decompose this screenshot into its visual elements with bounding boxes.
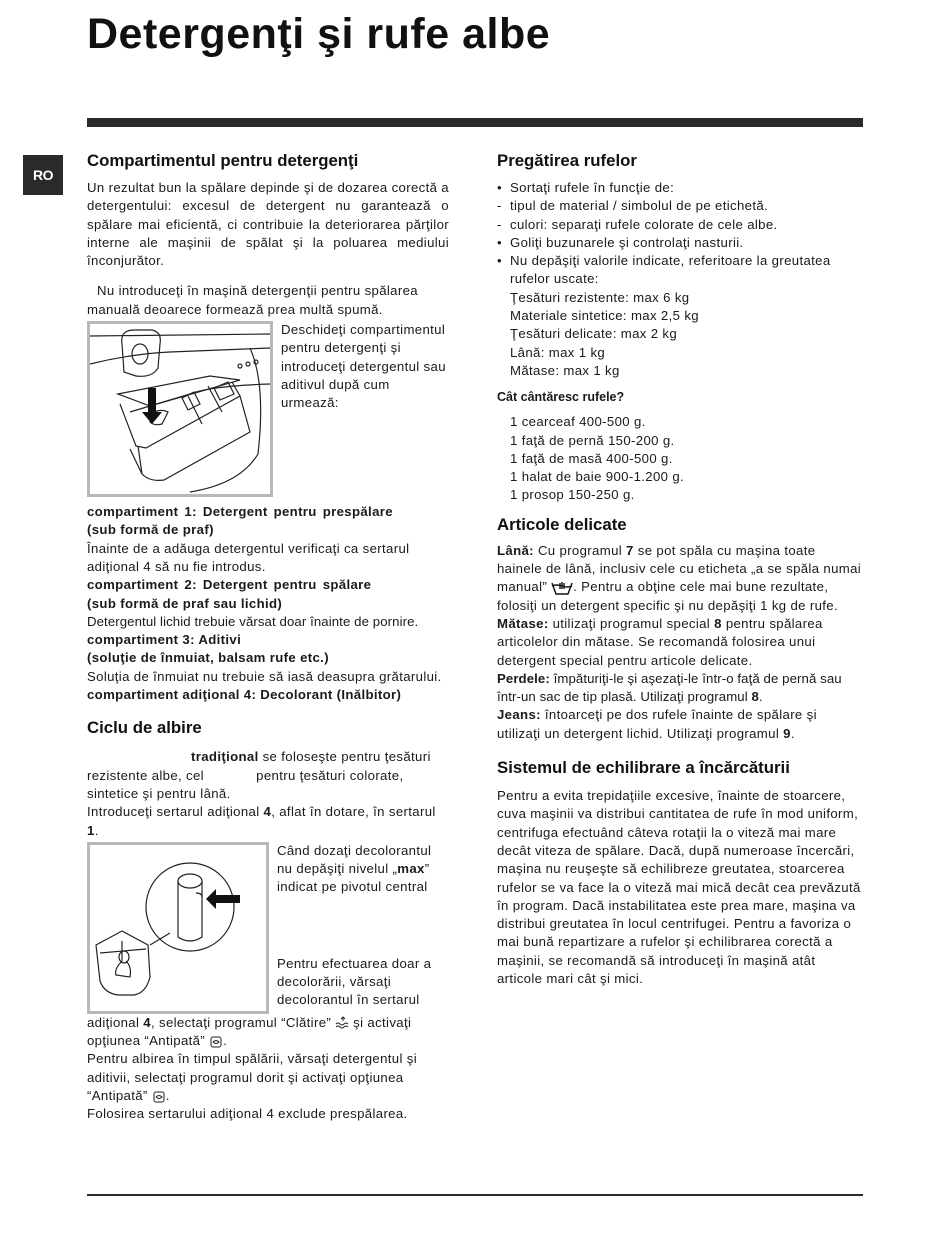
item-weight: 1 faţă de pernă 150-200 g. (510, 432, 675, 448)
prep-item-text: Sortaţi rufele în funcţie de: (510, 180, 675, 195)
wool-text-a: Cu programul (537, 542, 623, 558)
max-weight-item: Lână: max 1 kg (510, 344, 606, 360)
compartment-warning: Nu introduceţi în maşină detergenţii pentru spălarea manuală deoarece formează prea multă spumă. (87, 283, 418, 317)
compartment-3-text: Soluţia de înmuiat nu trebuie să iasă deasupra grătarului. (87, 668, 442, 684)
hand-wash-icon (551, 581, 573, 595)
balance-text: Pentru a evita trepidaţiile excesive, înainte de stoarcere, cuva maşinii va distribui cantitatea de rufe în mod uniform, centrifuga efectuând câteva rotaţii la o viteză mai mare decât viteza de spălare. Dacă, după numeroase încercări, maşina nu reuşeşte să echilibreze greutatea, stoarcerea rufelor se va face la o viteză mai mică decât cea prevăzută în program. Dacă instabilitatea este prea mare, maşina va distribui greutatea în locul centrifugei. Pentru a favoriza o mai bună repartizare a rufelor şi echilibrarea corectă a maşinii, se recomandă să introduceţi în maşină atât articole mari cât şi mici. (497, 788, 861, 986)
max-weight-item: Ţesături delicate: max 2 kg (510, 326, 678, 342)
curtains-program-number: 8 (751, 689, 759, 705)
left-column (87, 150, 449, 1124)
silk-label: Mătase: (497, 615, 549, 631)
bleach-cycle-section (87, 717, 449, 1123)
detergent-drawer-icon (90, 324, 270, 494)
compartment-heading: Compartimentul pentru detergenţi (87, 151, 359, 170)
right-column (497, 150, 863, 988)
anti-crease-icon-2 (152, 1090, 166, 1104)
compartment-2-sub: (sub formă de praf sau lichid) (87, 595, 283, 611)
prep-item-text: culori: separaţi rufele colorate de cele albe. (510, 216, 778, 232)
bleach-heading: Ciclu de albire (87, 718, 202, 738)
compartment-1-text: Înainte de a adăuga detergentul verificaţi ca sertarul adiţional 4 să nu fie introdus. (87, 540, 410, 574)
bleach-p2-text-b: , aflat în dotare, în sertarul (271, 804, 436, 820)
jeans-text-b: . (790, 725, 795, 741)
curtains-paragraph (497, 670, 863, 707)
bleach-p3-text-a: adiţional (87, 1014, 140, 1030)
header-divider (87, 118, 863, 127)
prep-item-text: Goliţi buzunarele şi controlaţi nasturii. (510, 234, 744, 250)
prep-item-text: Nu depăşiţi valorile indicate, referitoare la greutatea rufelor uscate: (510, 253, 831, 287)
compartment-list (87, 503, 449, 704)
bleach-paragraph-3 (87, 1014, 449, 1051)
bleach-p3-text-d: . (223, 1033, 228, 1049)
item-weight-list (497, 413, 863, 504)
max-weight-list (497, 289, 863, 380)
compartment-3-title: compartiment 3: Aditivi (87, 632, 242, 648)
prep-item-text: tipul de material / simbolul de pe etichetă. (510, 198, 769, 214)
bleach-paragraph-4 (87, 1050, 449, 1105)
wool-program-number: 7 (626, 542, 634, 558)
jeans-program-number: 9 (783, 725, 791, 741)
compartment-1-title: compartiment 1: Detergent pentru prespălare (87, 504, 393, 520)
rinse-icon (335, 1016, 349, 1030)
silk-program-number: 8 (714, 615, 722, 631)
page-title: Detergenţi şi rufe albe (87, 10, 551, 58)
prep-bullet: • (497, 234, 502, 250)
bleach-max-label: max (397, 861, 425, 877)
footer-divider (87, 1194, 863, 1196)
drawer-instruction: Deschideţi compartimentul pentru detergenţi şi introduceţi detergentul sau aditivul după cum urmează: (281, 322, 446, 411)
bleach-max-text-b: ” indicat pe pivotul central (277, 861, 430, 895)
compartment-2-title: compartiment 2: Detergent pentru spălare (87, 577, 372, 593)
load-balance-section (497, 757, 863, 988)
bleach-p3-text-c: şi activaţi opţiunea “Antipată” (87, 1014, 412, 1049)
compartment-3-sub: (soluţie de înmuiat, balsam rufe etc.) (87, 650, 329, 666)
compartment-intro: Un rezultat bun la spălare depinde şi de dozarea corectă a detergentului: excesul de detergent nu garantează o spălare mai eficientă, ci contribuie la deteriorarea părţilor interne ale maşinii de spălat şi la poluarea mediului înconjurător. (87, 180, 449, 269)
detergent-compartment-section (87, 150, 449, 704)
bleach-max-note (277, 842, 449, 897)
bleach-p3-text-b: , selectaţi programul “Clătire” (150, 1014, 332, 1030)
bleach-paragraph-2 (87, 803, 449, 840)
item-weight: 1 halat de baie 900-1.200 g. (510, 469, 685, 485)
bleach-max-text-a: Când dozaţi decolorantul nu depăşiţi nivelul „ (277, 842, 432, 877)
bleach-traditional-label: tradiţional (191, 749, 259, 765)
bleach-p2-text-a: Introduceţi sertarul adiţional (87, 804, 260, 820)
bleach-p2-number: 4 (263, 804, 272, 820)
bleach-paragraph-1 (87, 748, 449, 803)
laundry-prep-section (497, 150, 863, 505)
silk-text-a: utilizaţi programul special (552, 615, 711, 631)
bleach-p2-number-2: 1 (87, 822, 95, 838)
prep-bullet: • (497, 180, 502, 195)
wool-text-c: . Pentru a obţine cele mai bune rezultate, folosiţi un detergent specific şi nu depăşiţi 1 kg de rufe. (497, 579, 839, 613)
prep-bullet: - (497, 216, 502, 232)
prep-heading: Pregătirea rufelor (497, 151, 637, 170)
wool-paragraph (497, 542, 863, 615)
bleach-only-note: Pentru efectuarea doar a decolorării, vărsaţi decolorantul în sertarul (277, 955, 432, 1008)
bleach-figure-text (277, 842, 449, 1014)
delicate-heading: Articole delicate (497, 514, 627, 534)
curtains-text-b: . (758, 689, 763, 705)
prep-item (497, 216, 863, 234)
bleach-p1-text-a: se foloseşte pentru ţesături rezistente albe, cel (87, 749, 431, 783)
compartment-1-sub: (sub formă de praf) (87, 522, 214, 538)
bleach-p3-number: 4 (143, 1014, 151, 1030)
anti-crease-icon (209, 1035, 223, 1049)
jeans-text-a: întoarceţi pe dos rufele înainte de spălare şi utilizaţi un detergent lichid. Utilizaţi programul (497, 707, 817, 741)
compartment-4-title: compartiment adiţional 4: Decolorant (Inălbitor) (87, 687, 402, 703)
bleach-p1-text-b: pentru ţesături colorate, sintetice şi pentru lână. (87, 767, 404, 801)
bleach-p4-text-a: Pentru albirea în timpul spălării, vărsaţi detergentul şi aditivii, selectaţi programul dorit şi activaţi opţiunea “Antipată” (87, 1051, 418, 1104)
max-weight-item: Materiale sintetice: max 2,5 kg (510, 308, 699, 324)
bleach-figure-row (87, 842, 449, 1014)
bleach-paragraph-5: Folosirea sertarului adiţional 4 exclude prespălarea. (87, 1106, 408, 1122)
language-tab: RO (23, 155, 63, 195)
prep-item (497, 252, 863, 289)
item-weight: 1 faţă de masă 400-500 g. (510, 450, 673, 466)
weigh-heading: Cât cântăresc rufele? (497, 390, 625, 405)
compartment-2-text: Detergentul lichid trebuie vărsat doar înainte de pornire. (87, 613, 419, 629)
prep-bullet: - (497, 198, 502, 214)
drawer-figure-row (87, 321, 449, 497)
bleach-drawer-icon (90, 845, 266, 1011)
item-weight: 1 cearceaf 400-500 g. (510, 414, 646, 430)
max-weight-item: Mătase: max 1 kg (510, 362, 620, 378)
prep-item (497, 179, 863, 197)
prep-item (497, 197, 863, 215)
bleach-p2-text-c: . (94, 822, 99, 838)
wool-label: Lână: (497, 542, 534, 558)
jeans-label: Jeans: (497, 707, 541, 723)
prep-item (497, 234, 863, 252)
silk-text-b: pentru spălarea articolelor din mătase. Se recomandă folosirea unui detergent special pentru articole delicate. (497, 615, 823, 668)
item-weight: 1 prosop 150-250 g. (510, 487, 635, 503)
max-weight-item: Ţesături rezistente: max 6 kg (510, 289, 690, 305)
prep-list (497, 179, 863, 289)
jeans-paragraph (497, 706, 863, 743)
wool-text-b: se pot spăla cu maşina toate hainele de lână, inclusiv cele cu eticheta „a se spăla numai manual” (497, 542, 862, 595)
prep-bullet: • (497, 253, 502, 269)
balance-heading: Sistemul de echilibrare a încărcăturii (497, 758, 790, 778)
bleach-p4-text-b: . (165, 1088, 170, 1104)
detergent-drawer-illustration (87, 321, 273, 497)
silk-paragraph (497, 615, 863, 670)
curtains-text-a: împăturiţi-le şi aşezaţi-le într-o faţă de pernă sau într-un sac de tip plasă. Utilizaţi programul (497, 670, 842, 705)
delicate-items-section (497, 514, 863, 743)
curtains-label: Perdele: (497, 670, 550, 686)
bleach-drawer-illustration (87, 842, 269, 1014)
